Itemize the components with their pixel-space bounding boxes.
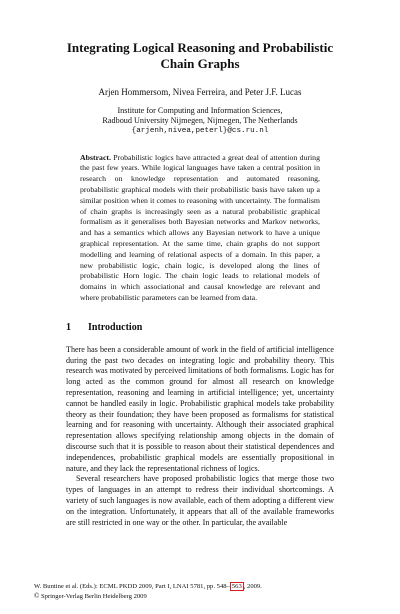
intro-paragraph-2: Several researchers have proposed probabilistic logics that merge those two types of languages in an attempt to redress their individual shortcomings. A variety of such languages is now available, each of them adopting a different view on the integration. Unfortunately, it appears that all of the available frameworks are still restricted in one way or the other. In particular, the available (66, 474, 334, 527)
section-heading (66, 322, 334, 334)
citation-text: W. Buntine et al. (Eds.): ECML PKDD 2009, Part I, LNAI 5781, pp. 548– (34, 583, 230, 590)
author-email: {arjenh,nivea,peterl}@cs.ru.nl (131, 127, 269, 136)
last-page-highlight: 563 (231, 583, 242, 590)
publication-footnote (34, 582, 354, 601)
author-list: Arjen Hommersom, Nivea Ferreira, and Peter J.F. Lucas (98, 87, 302, 97)
section-number: 1 (66, 321, 71, 333)
publisher-text: Springer-Verlag Berlin Heidelberg 2009 (40, 592, 147, 600)
citation-line (34, 582, 354, 592)
abstract (80, 153, 320, 304)
title-line-1: Integrating Logical Reasoning and Probabilistic (66, 40, 334, 55)
paper-title (66, 0, 334, 72)
abstract-label: Abstract. (80, 152, 111, 162)
section-body (66, 345, 334, 529)
title-line-2: Chain Graphs (160, 56, 240, 71)
section-title: Introduction (88, 321, 143, 333)
affiliation-line-1: Institute for Computing and Information Sciences, (117, 106, 283, 115)
abstract-text: Probabilistic logics have attracted a great deal of attention during the past few years. While logical languages have taken a central position in research on knowledge representation and automated reasoning, probabilistic graphical models with their probabilistic basis have taken up a similar position when it comes to reasoning with uncertainty. The formalism of chain graphs is increasingly seen as a natural probabilistic graphical formalism as it generalises both Bayesian networks and Markov networks, and has a semantics which allows any Bayesian network to have a unique graphical representation. At the same time, chain graphs do not support modelling and learning of relational aspects of a domain. In this paper, a new probabilistic logic, chain logic, is developed along the lines of probabilistic Horn logic. The chain logic leads to relational models of domains in which associational and causal knowledge are relevant and where probabilistic parameters can be learned from data. (80, 152, 320, 302)
affiliation (66, 106, 334, 137)
affiliation-line-2: Radboud University Nijmegen, Nijmegen, The Netherlands (102, 116, 298, 126)
copyright-line (34, 592, 354, 602)
copyright-icon: © (34, 591, 40, 600)
intro-paragraph-1: There has been a considerable amount of work in the field of artificial intelligence during the past two decades on integrating logic and probability theory. This research was motivated by perceived limitations of both formalisms. Logic has for long acted as the common ground for almost all research on knowledge representation, reasoning and learning in artificial intelligence; yet, uncertainty cannot be handled easily in logic. Probabilistic graphical models take probability theory as their foundation; they have been proposed as formalisms for statistical learning and for reasoning with uncertainty. Although their associated graphical representation allows specifying relationship among objects in the domain of discourse such that it is possible to reason about their statistical dependences and independences, probabilistic graphical models are essentially propositional in nature, and they lack the representational richness of logics. (66, 344, 334, 473)
citation-year: , 2009. (243, 583, 262, 590)
